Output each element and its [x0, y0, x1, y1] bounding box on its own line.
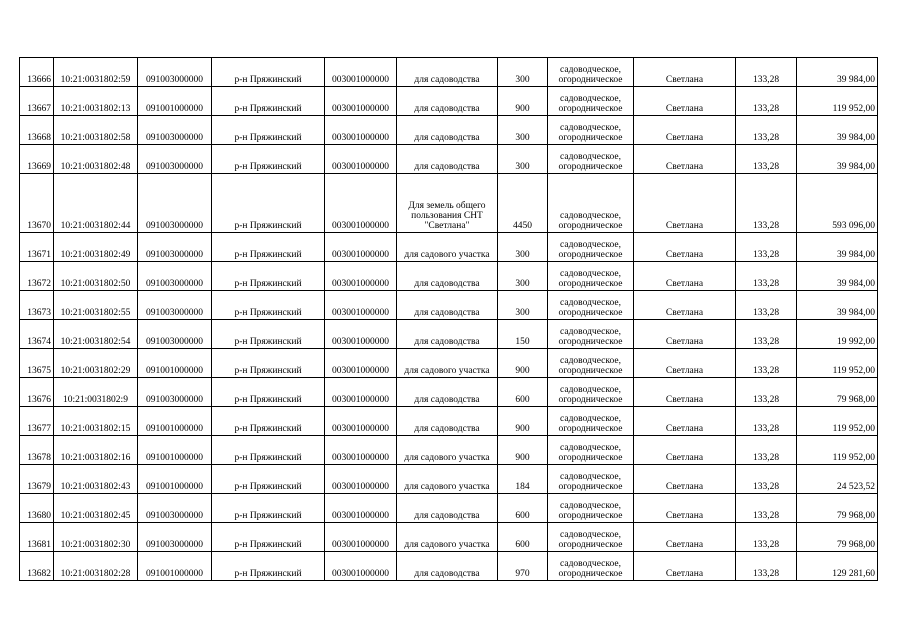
district-cell: р-н Пряжинский — [212, 262, 325, 291]
table-row — [20, 233, 878, 262]
code2-cell: 003001000000 — [325, 552, 397, 581]
table-row — [20, 320, 878, 349]
code2-cell: 003001000000 — [325, 262, 397, 291]
code2-cell: 003001000000 — [325, 291, 397, 320]
area-cell: 300 — [498, 291, 548, 320]
category-cell-line: огородническое — [558, 540, 623, 550]
permitted-use-cell — [397, 291, 498, 320]
row-number-cell: 13681 — [20, 523, 54, 552]
area-cell: 300 — [498, 58, 548, 87]
area-cell: 184 — [498, 465, 548, 494]
code2-cell: 003001000000 — [325, 145, 397, 174]
category-cell-line: садоводческое, — [560, 501, 621, 511]
district-cell: р-н Пряжинский — [212, 407, 325, 436]
table-row — [20, 523, 878, 552]
cadastral-number-cell: 10:21:0031802:49 — [54, 233, 138, 262]
category-cell — [548, 116, 634, 145]
category-cell-line: садоводческое, — [560, 385, 621, 395]
code2-cell: 003001000000 — [325, 320, 397, 349]
area-cell: 600 — [498, 494, 548, 523]
area-cell: 300 — [498, 262, 548, 291]
code2-cell: 003001000000 — [325, 174, 397, 233]
cadastral-number-cell: 10:21:0031802:55 — [54, 291, 138, 320]
category-cell — [548, 233, 634, 262]
code-cell: 091001000000 — [138, 349, 212, 378]
permitted-use-cell-line: для садоводства — [414, 511, 480, 521]
district-cell: р-н Пряжинский — [212, 116, 325, 145]
code-cell: 091001000000 — [138, 436, 212, 465]
cadastral-cost-cell: 593 096,00 — [797, 174, 878, 233]
cadastral-number-cell: 10:21:0031802:30 — [54, 523, 138, 552]
permitted-use-cell-line: для садоводства — [414, 395, 480, 405]
code2-cell: 003001000000 — [325, 349, 397, 378]
permitted-use-cell — [397, 349, 498, 378]
area-cell: 150 — [498, 320, 548, 349]
category-cell-line: садоводческое, — [560, 211, 621, 221]
permitted-use-cell — [397, 407, 498, 436]
permitted-use-cell — [397, 378, 498, 407]
permitted-use-cell-line: для садового участка — [404, 366, 490, 376]
code-cell: 091001000000 — [138, 87, 212, 116]
area-cell: 970 — [498, 552, 548, 581]
district-cell: р-н Пряжинский — [212, 494, 325, 523]
settlement-cell: Светлана — [634, 291, 736, 320]
cadastral-number-cell: 10:21:0031802:13 — [54, 87, 138, 116]
row-number-cell: 13682 — [20, 552, 54, 581]
settlement-cell: Светлана — [634, 552, 736, 581]
category-cell-line: огородническое — [558, 395, 623, 405]
permitted-use-cell-line: для садоводства — [414, 424, 480, 434]
row-number-cell: 13670 — [20, 174, 54, 233]
category-cell — [548, 262, 634, 291]
cadastral-cost-cell: 39 984,00 — [797, 233, 878, 262]
table-row — [20, 378, 878, 407]
code-cell: 091003000000 — [138, 233, 212, 262]
cadastral-number-cell: 10:21:0031802:29 — [54, 349, 138, 378]
category-cell — [548, 523, 634, 552]
code-cell: 091003000000 — [138, 291, 212, 320]
category-cell-line: садоводческое, — [560, 152, 621, 162]
code-cell: 091001000000 — [138, 465, 212, 494]
category-cell — [548, 58, 634, 87]
category-cell — [548, 174, 634, 233]
rate-cell: 133,28 — [736, 262, 797, 291]
permitted-use-cell-line: Для земель общего — [408, 201, 486, 211]
code-cell: 091003000000 — [138, 378, 212, 407]
rate-cell: 133,28 — [736, 320, 797, 349]
category-cell-line: огородническое — [558, 424, 623, 434]
district-cell: р-н Пряжинский — [212, 378, 325, 407]
category-cell-line: огородническое — [558, 482, 623, 492]
cadastral-cost-cell: 39 984,00 — [797, 262, 878, 291]
table-row — [20, 87, 878, 116]
land-parcel-table — [19, 57, 878, 581]
table-row — [20, 436, 878, 465]
code2-cell: 003001000000 — [325, 465, 397, 494]
code-cell: 091003000000 — [138, 262, 212, 291]
permitted-use-cell-line: для садоводства — [414, 569, 480, 579]
cadastral-cost-cell: 129 281,60 — [797, 552, 878, 581]
row-number-cell: 13678 — [20, 436, 54, 465]
category-cell-line: садоводческое, — [560, 472, 621, 482]
settlement-cell: Светлана — [634, 378, 736, 407]
code2-cell: 003001000000 — [325, 407, 397, 436]
settlement-cell: Светлана — [634, 523, 736, 552]
code-cell: 091003000000 — [138, 116, 212, 145]
area-cell: 600 — [498, 378, 548, 407]
permitted-use-cell — [397, 58, 498, 87]
permitted-use-cell-line: для садоводства — [414, 308, 480, 318]
permitted-use-cell — [397, 116, 498, 145]
settlement-cell: Светлана — [634, 494, 736, 523]
settlement-cell: Светлана — [634, 407, 736, 436]
district-cell: р-н Пряжинский — [212, 523, 325, 552]
settlement-cell: Светлана — [634, 58, 736, 87]
permitted-use-cell-line: пользования СНТ — [411, 211, 483, 221]
area-cell: 300 — [498, 116, 548, 145]
category-cell — [548, 465, 634, 494]
district-cell: р-н Пряжинский — [212, 465, 325, 494]
table-row — [20, 552, 878, 581]
permitted-use-cell-line: для садоводства — [414, 279, 480, 289]
cadastral-number-cell: 10:21:0031802:16 — [54, 436, 138, 465]
rate-cell: 133,28 — [736, 494, 797, 523]
settlement-cell: Светлана — [634, 87, 736, 116]
code2-cell: 003001000000 — [325, 58, 397, 87]
settlement-cell: Светлана — [634, 320, 736, 349]
category-cell-line: садоводческое, — [560, 65, 621, 75]
category-cell-line: огородническое — [558, 221, 623, 231]
code2-cell: 003001000000 — [325, 436, 397, 465]
code-cell: 091001000000 — [138, 552, 212, 581]
cadastral-number-cell: 10:21:0031802:48 — [54, 145, 138, 174]
rate-cell: 133,28 — [736, 233, 797, 262]
rate-cell: 133,28 — [736, 349, 797, 378]
district-cell: р-н Пряжинский — [212, 320, 325, 349]
row-number-cell: 13675 — [20, 349, 54, 378]
category-cell — [548, 378, 634, 407]
category-cell-line: садоводческое, — [560, 94, 621, 104]
settlement-cell: Светлана — [634, 436, 736, 465]
district-cell: р-н Пряжинский — [212, 174, 325, 233]
rate-cell: 133,28 — [736, 378, 797, 407]
rate-cell: 133,28 — [736, 436, 797, 465]
district-cell: р-н Пряжинский — [212, 436, 325, 465]
permitted-use-cell — [397, 145, 498, 174]
row-number-cell: 13676 — [20, 378, 54, 407]
category-cell-line: огородническое — [558, 366, 623, 376]
permitted-use-cell-line: для садоводства — [414, 104, 480, 114]
category-cell — [548, 436, 634, 465]
category-cell-line: садоводческое, — [560, 356, 621, 366]
rate-cell: 133,28 — [736, 116, 797, 145]
permitted-use-cell — [397, 436, 498, 465]
code2-cell: 003001000000 — [325, 233, 397, 262]
district-cell: р-н Пряжинский — [212, 58, 325, 87]
cadastral-cost-cell: 119 952,00 — [797, 349, 878, 378]
cadastral-cost-cell: 119 952,00 — [797, 436, 878, 465]
area-cell: 900 — [498, 349, 548, 378]
permitted-use-cell-line: для садоводства — [414, 162, 480, 172]
permitted-use-cell — [397, 320, 498, 349]
category-cell-line: огородническое — [558, 250, 623, 260]
category-cell-line: огородническое — [558, 308, 623, 318]
category-cell-line: садоводческое, — [560, 123, 621, 133]
code2-cell: 003001000000 — [325, 523, 397, 552]
permitted-use-cell-line: для садового участка — [404, 453, 490, 463]
cadastral-number-cell: 10:21:0031802:54 — [54, 320, 138, 349]
cadastral-number-cell: 10:21:0031802:45 — [54, 494, 138, 523]
settlement-cell: Светлана — [634, 174, 736, 233]
settlement-cell: Светлана — [634, 349, 736, 378]
table-row — [20, 145, 878, 174]
row-number-cell: 13669 — [20, 145, 54, 174]
category-cell-line: садоводческое, — [560, 414, 621, 424]
code-cell: 091003000000 — [138, 174, 212, 233]
permitted-use-cell — [397, 262, 498, 291]
table-row — [20, 494, 878, 523]
table-row — [20, 407, 878, 436]
settlement-cell: Светлана — [634, 233, 736, 262]
area-cell: 600 — [498, 523, 548, 552]
category-cell — [548, 407, 634, 436]
district-cell: р-н Пряжинский — [212, 145, 325, 174]
permitted-use-cell — [397, 552, 498, 581]
cadastral-cost-cell: 39 984,00 — [797, 58, 878, 87]
table-row — [20, 116, 878, 145]
code2-cell: 003001000000 — [325, 87, 397, 116]
category-cell — [548, 494, 634, 523]
code2-cell: 003001000000 — [325, 494, 397, 523]
permitted-use-cell — [397, 465, 498, 494]
category-cell — [548, 87, 634, 116]
table-row — [20, 291, 878, 320]
category-cell-line: огородническое — [558, 75, 623, 85]
table-row — [20, 58, 878, 87]
cadastral-cost-cell: 39 984,00 — [797, 291, 878, 320]
code-cell: 091003000000 — [138, 523, 212, 552]
category-cell — [548, 291, 634, 320]
category-cell-line: огородническое — [558, 337, 623, 347]
code-cell: 091001000000 — [138, 407, 212, 436]
settlement-cell: Светлана — [634, 262, 736, 291]
cadastral-cost-cell: 79 968,00 — [797, 378, 878, 407]
table-row — [20, 465, 878, 494]
category-cell-line: огородническое — [558, 453, 623, 463]
row-number-cell: 13666 — [20, 58, 54, 87]
cadastral-cost-cell: 39 984,00 — [797, 145, 878, 174]
cadastral-cost-cell: 119 952,00 — [797, 87, 878, 116]
cadastral-cost-cell: 79 968,00 — [797, 523, 878, 552]
category-cell-line: садоводческое, — [560, 443, 621, 453]
rate-cell: 133,28 — [736, 174, 797, 233]
code-cell: 091003000000 — [138, 494, 212, 523]
rate-cell: 133,28 — [736, 523, 797, 552]
area-cell: 300 — [498, 233, 548, 262]
permitted-use-cell — [397, 233, 498, 262]
row-number-cell: 13668 — [20, 116, 54, 145]
category-cell-line: садоводческое, — [560, 530, 621, 540]
category-cell-line: садоводческое, — [560, 240, 621, 250]
table-row — [20, 174, 878, 233]
cadastral-number-cell: 10:21:0031802:9 — [54, 378, 138, 407]
code-cell: 091003000000 — [138, 320, 212, 349]
row-number-cell: 13671 — [20, 233, 54, 262]
category-cell-line: садоводческое, — [560, 327, 621, 337]
district-cell: р-н Пряжинский — [212, 552, 325, 581]
table-row — [20, 349, 878, 378]
category-cell — [548, 552, 634, 581]
code2-cell: 003001000000 — [325, 116, 397, 145]
rate-cell: 133,28 — [736, 291, 797, 320]
cadastral-cost-cell: 19 992,00 — [797, 320, 878, 349]
cadastral-number-cell: 10:21:0031802:59 — [54, 58, 138, 87]
rate-cell: 133,28 — [736, 552, 797, 581]
category-cell-line: огородническое — [558, 511, 623, 521]
code-cell: 091003000000 — [138, 145, 212, 174]
cadastral-number-cell: 10:21:0031802:50 — [54, 262, 138, 291]
permitted-use-cell-line: для садоводства — [414, 337, 480, 347]
cadastral-cost-cell: 119 952,00 — [797, 407, 878, 436]
category-cell-line: садоводческое, — [560, 269, 621, 279]
cadastral-number-cell: 10:21:0031802:58 — [54, 116, 138, 145]
row-number-cell: 13679 — [20, 465, 54, 494]
rate-cell: 133,28 — [736, 465, 797, 494]
category-cell-line: огородническое — [558, 569, 623, 579]
permitted-use-cell-line: "Светлана" — [424, 221, 470, 231]
permitted-use-cell — [397, 87, 498, 116]
settlement-cell: Светлана — [634, 116, 736, 145]
district-cell: р-н Пряжинский — [212, 87, 325, 116]
permitted-use-cell — [397, 523, 498, 552]
settlement-cell: Светлана — [634, 465, 736, 494]
code-cell: 091003000000 — [138, 58, 212, 87]
permitted-use-cell-line: для садоводства — [414, 133, 480, 143]
category-cell-line: садоводческое, — [560, 559, 621, 569]
cadastral-number-cell: 10:21:0031802:15 — [54, 407, 138, 436]
code2-cell: 003001000000 — [325, 378, 397, 407]
area-cell: 900 — [498, 436, 548, 465]
permitted-use-cell-line: для садового участка — [404, 540, 490, 550]
cadastral-cost-cell: 39 984,00 — [797, 116, 878, 145]
table-row — [20, 262, 878, 291]
category-cell-line: огородническое — [558, 104, 623, 114]
row-number-cell: 13673 — [20, 291, 54, 320]
category-cell-line: огородническое — [558, 162, 623, 172]
row-number-cell: 13672 — [20, 262, 54, 291]
district-cell: р-н Пряжинский — [212, 233, 325, 262]
row-number-cell: 13677 — [20, 407, 54, 436]
area-cell: 4450 — [498, 174, 548, 233]
district-cell: р-н Пряжинский — [212, 291, 325, 320]
rate-cell: 133,28 — [736, 58, 797, 87]
permitted-use-cell-line: для садового участка — [404, 250, 490, 260]
area-cell: 300 — [498, 145, 548, 174]
category-cell — [548, 349, 634, 378]
row-number-cell: 13674 — [20, 320, 54, 349]
category-cell-line: огородническое — [558, 133, 623, 143]
rate-cell: 133,28 — [736, 87, 797, 116]
district-cell: р-н Пряжинский — [212, 349, 325, 378]
category-cell-line: огородническое — [558, 279, 623, 289]
permitted-use-cell — [397, 174, 498, 233]
permitted-use-cell-line: для садоводства — [414, 75, 480, 85]
area-cell: 900 — [498, 407, 548, 436]
cadastral-cost-cell: 24 523,52 — [797, 465, 878, 494]
permitted-use-cell — [397, 494, 498, 523]
rate-cell: 133,28 — [736, 145, 797, 174]
cadastral-number-cell: 10:21:0031802:28 — [54, 552, 138, 581]
cadastral-number-cell: 10:21:0031802:44 — [54, 174, 138, 233]
row-number-cell: 13667 — [20, 87, 54, 116]
row-number-cell: 13680 — [20, 494, 54, 523]
category-cell-line: садоводческое, — [560, 298, 621, 308]
category-cell — [548, 320, 634, 349]
category-cell — [548, 145, 634, 174]
area-cell: 900 — [498, 87, 548, 116]
rate-cell: 133,28 — [736, 407, 797, 436]
cadastral-cost-cell: 79 968,00 — [797, 494, 878, 523]
permitted-use-cell-line: для садового участка — [404, 482, 490, 492]
cadastral-number-cell: 10:21:0031802:43 — [54, 465, 138, 494]
settlement-cell: Светлана — [634, 145, 736, 174]
